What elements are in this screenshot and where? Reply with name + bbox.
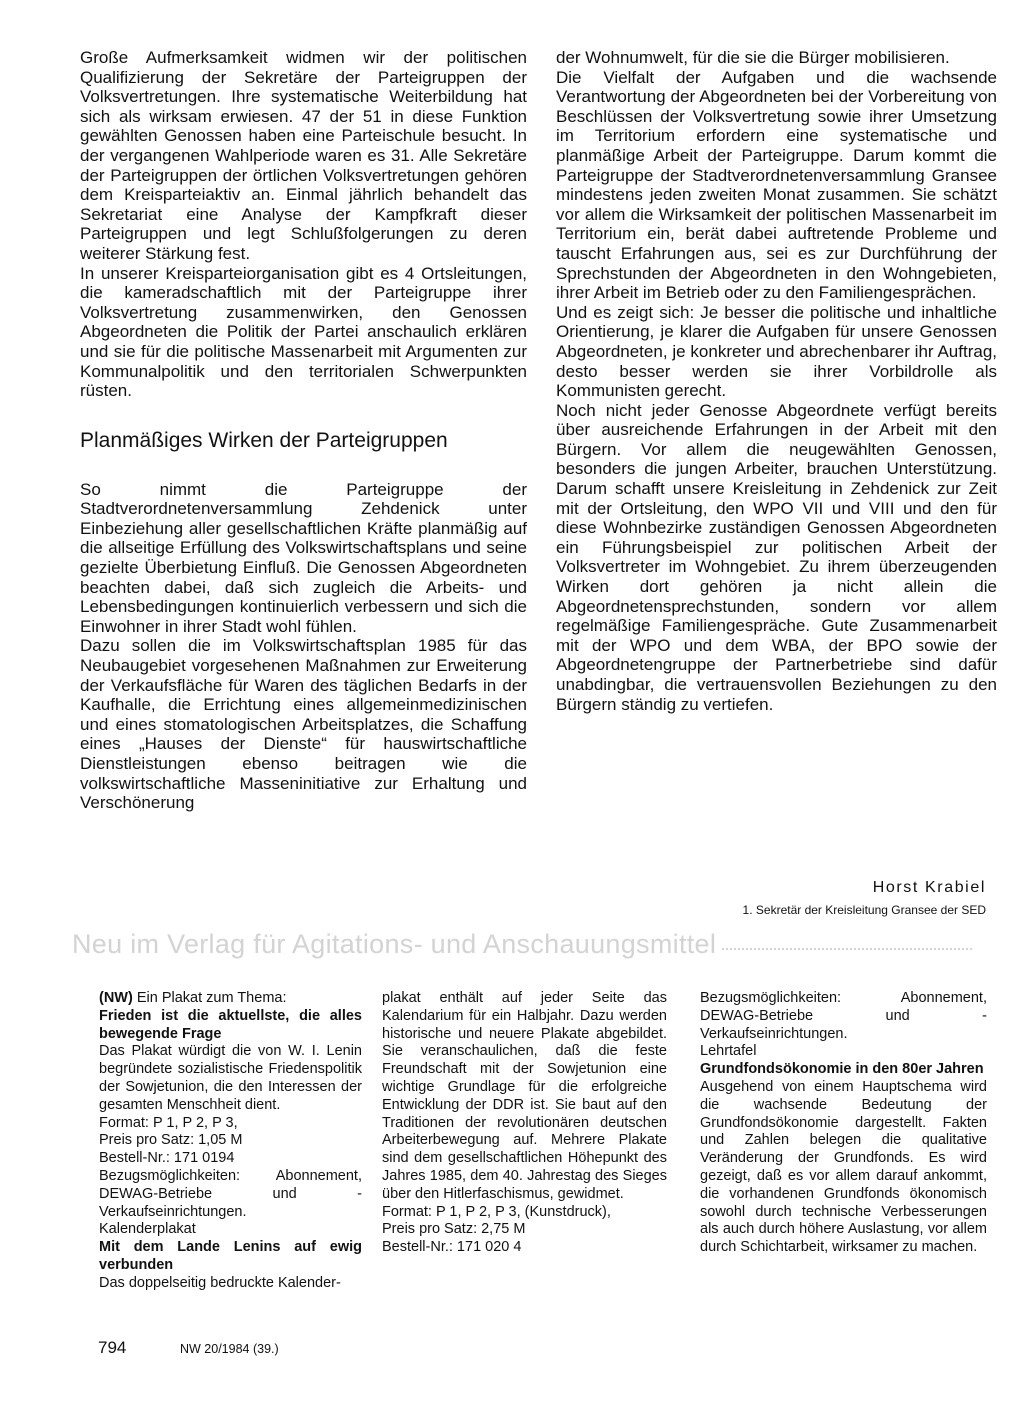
article-paragraph: der Wohnumwelt, für die sie die Bürger mobilisieren. (556, 48, 950, 67)
author-name: Horst Krabiel (872, 879, 986, 896)
article-paragraph: Große Aufmerksamkeit widmen wir der politischen Qualifizierung der Sekretäre der Parteigruppen der Volksvertretungen. Ihre systematische Weiterbildung hat sich als wirksam erwiesen. 47 der 51 in diese Funktion gewählten Genossen haben eine Parteischule besucht. In der vergangenen Wahlperiode waren es 31. Alle Sekretäre der Parteigruppen der örtlichen Volksvertretungen gehören dem Kreisparteiaktiv an. Einmal jährlich behandelt das Sekretariat eine Analyse der Kampfkraft dieser Parteigruppen und legt Schlußfolgerungen zu deren weiterer Stärkung fest. (80, 48, 527, 263)
author-role: 1. Sekretär der Kreisleitung Gransee der SED (742, 903, 986, 917)
news-banner (72, 929, 1017, 963)
article-paragraph: Dazu sollen die im Volkswirtschaftsplan 1985 für das Neubaugebiet vorgesehenen Maßnahmen zur Erweiterung der Verkaufsfläche für Waren des täglichen Bedarfs in der Kaufhalle, die Errichtung eines allgemeinmedizinischen und eines stomatologischen Arbeitsplatzes, die Schaffung eines „Hauses der Dienste“ für hauswirtschaftliche Dienstleistungen ebenso beitragen wie die volkswirtschaftliche Masseninitiative zur Erhaltung und Verschönerung (80, 636, 527, 813)
news-intro (99, 990, 362, 1008)
article-paragraph: Und es zeigt sich: Je besser die politische und inhaltliche Orientierung, je klarer die Aufgaben für unsere Genossen Abgeordneten, je konkreter und abrechenbarer ihr Auftrag, desto besser werden sie ihrer Vorbildrolle als Kommunisten gerecht. (556, 302, 997, 401)
news-item-kind: Lehrtafel (700, 1043, 757, 1060)
article-left-column (80, 48, 527, 813)
article-paragraph: So nimmt die Parteigruppe der Stadtverordnetenversammlung Zehdenick unter Einbeziehung aller gesellschaftlichen Kräfte planmäßig auf die allseitige Erfüllung des Volkswirtschaftsplans und seine gezielte Überbietung Einfluß. Die Genossen Abgeordneten beachten dabei, daß sich zugleich die Arbeits- und Lebensbedingungen kontinuierlich verbessern und sich die Einwohner in ihrer Stadt wohl fühlen. (80, 479, 527, 636)
news-format: Format: P 1, P 2, P 3, (99, 1114, 238, 1131)
news-item-text: Das doppelseitig bedruckte Kalender- (99, 1274, 341, 1291)
news-sources: Bezugsmöglichkeiten: Abonnement, DEWAG-Betriebe und -Verkaufseinrichtungen. (99, 1167, 362, 1220)
issue-reference: NW 20/1984 (39.) (180, 1342, 279, 1356)
article-paragraph: Die Vielfalt der Aufgaben und die wachsende Verantwortung der Abgeordneten bei der Vorbereitung von Beschlüssen der Volksvertretung sowie ihrer Umsetzung im Territorium erfordern eine systematische und planmäßige Arbeit der Parteigruppe. Darum kommt die Parteigruppe der Stadtverordnetenversammlung Gransee mindestens jeden zweiten Monat zusammen. Sie schätzt vor allem die Wirksamkeit der politischen Massenarbeit im Territorium ein, berät dabei auftretende Probleme und tauscht Erfahrungen aus, sei es zur Durchführung der Sprechstunden der Abgeordneten in den Wohngebieten, ihrer Arbeit im Betrieb oder zu den Familiengesprächen. (556, 67, 997, 303)
article-paragraph: In unserer Kreisparteiorganisation gibt es 4 Ortsleitungen, die kameradschaftlich mit der Parteigruppe ihrer Volksvertretung zusammenwirken, den Genossen Abgeordneten die Politik der Partei anschaulich erklären und sie für die politische Massenarbeit mit Argumenten zur Kommunalpolitik und den territorialen Schwerpunkten rüsten. (80, 263, 527, 401)
news-item-text: Das Plakat würdigt die von W. I. Lenin begründete sozialistische Friedenspolitik der Sowjetunion, die den Interessen der gesamten Menschheit dient. (99, 1043, 362, 1113)
news-item-kind: Kalenderplakat (99, 1221, 196, 1238)
news-format: Format: P 1, P 2, P 3, (Kunstdruck), (382, 1203, 611, 1220)
page-footer (98, 1338, 279, 1358)
news-order-number: Bestell-Nr.: 171 0194 (99, 1150, 235, 1167)
author-signature (743, 878, 986, 918)
news-column-3 (700, 990, 987, 1257)
news-item-text: Ausgehend von einem Hauptschema wird die wachsende Bedeutung der Grundfondsökonomie dargestellt. Fakten und Zahlen belegen die qualitative Veränderung der Grundfonds. Es wird gezeigt, daß es vor allem darauf ankommt, die vorhandenen Grundfonds ökonomisch sowohl durch technische Verbesserungen als auch durch höhere Auslastung, vor allem durch Schichtarbeit, wirksamer zu machen. (700, 1078, 987, 1256)
article-paragraph: Noch nicht jeder Genosse Abgeordnete verfügt bereits über ausreichende Erfahrungen in der Arbeit mit den Bürgern. Vor allem die neugewählten Genossen, besonders die jungen Arbeiter, brauchen Unterstützung. Darum schafft unsere Kreisleitung in Zehdenick zur Zeit mit der Ortsleitung, den WPO VII und VIII und den für diese Wohnbezirke zuständigen Genossen Abgeordneten ein Führungsbeispiel zur politischen Arbeit der Volksvertreter im Wohngebiet. Zu ihrem überzeugenden Wirken dort gehören ja nicht allein die Abgeordnetensprechstunden, sondern vor allem regelmäßige Familiengespräche. Gute Zusammenarbeit mit der WPO und dem WBA, der BPO sowie der Abgeordnetengruppe der Partnerbetriebe sind dafür unabdingbar, die vertrauensvollen Beziehungen zu den Bürgern ständig zu vertiefen. (556, 400, 997, 714)
section-heading: Planmäßiges Wirken der Parteigruppen (80, 428, 448, 452)
news-item-text: plakat enthält auf jeder Seite das Kalendarium für ein Halbjahr. Dazu werden historische und neuere Plakate abgebildet. Sie veranschaulichen, daß die feste Freundschaft mit der Sowjetunion eine wichtige Grundlage für die erfolgreiche Entwicklung der DDR ist. Sie baut auf den Traditionen der revolutionären deutschen Arbeiterbewegung auf. Mehrere Plakate sind dem gesellschaftlichen Höhepunkt des Jahres 1985, dem 40. Jahrestag des Sieges über den Hitlerfaschismus, gewidmet. (382, 990, 667, 1202)
news-order-number: Bestell-Nr.: 171 020 4 (382, 1239, 522, 1256)
news-item-title: Grundfondsökonomie in den 80er Jahren (700, 1061, 984, 1078)
news-price: Preis pro Satz: 1,05 M (99, 1132, 243, 1149)
page-number: 794 (98, 1338, 127, 1357)
news-item-title: Mit dem Lande Lenins auf ewig verbunden (99, 1239, 362, 1273)
news-intro-text: Ein Plakat zum Thema: (132, 990, 287, 1006)
banner-heading: Neu im Verlag für Agitations- und Anschauungsmittel (72, 929, 717, 959)
news-source-prefix: (NW) (99, 990, 133, 1006)
article-right-column (556, 48, 997, 714)
news-column-1 (99, 990, 362, 1293)
news-price: Preis pro Satz: 2,75 M (382, 1221, 526, 1238)
news-sources: Bezugsmöglichkeiten: Abonnement, DEWAG-Betriebe und -Verkaufseinrichtungen. (700, 990, 987, 1042)
news-item-title: Frieden ist die aktuellste, die alles bewegende Frage (99, 1007, 362, 1042)
banner-rule (722, 948, 972, 950)
news-column-2 (382, 990, 667, 1257)
